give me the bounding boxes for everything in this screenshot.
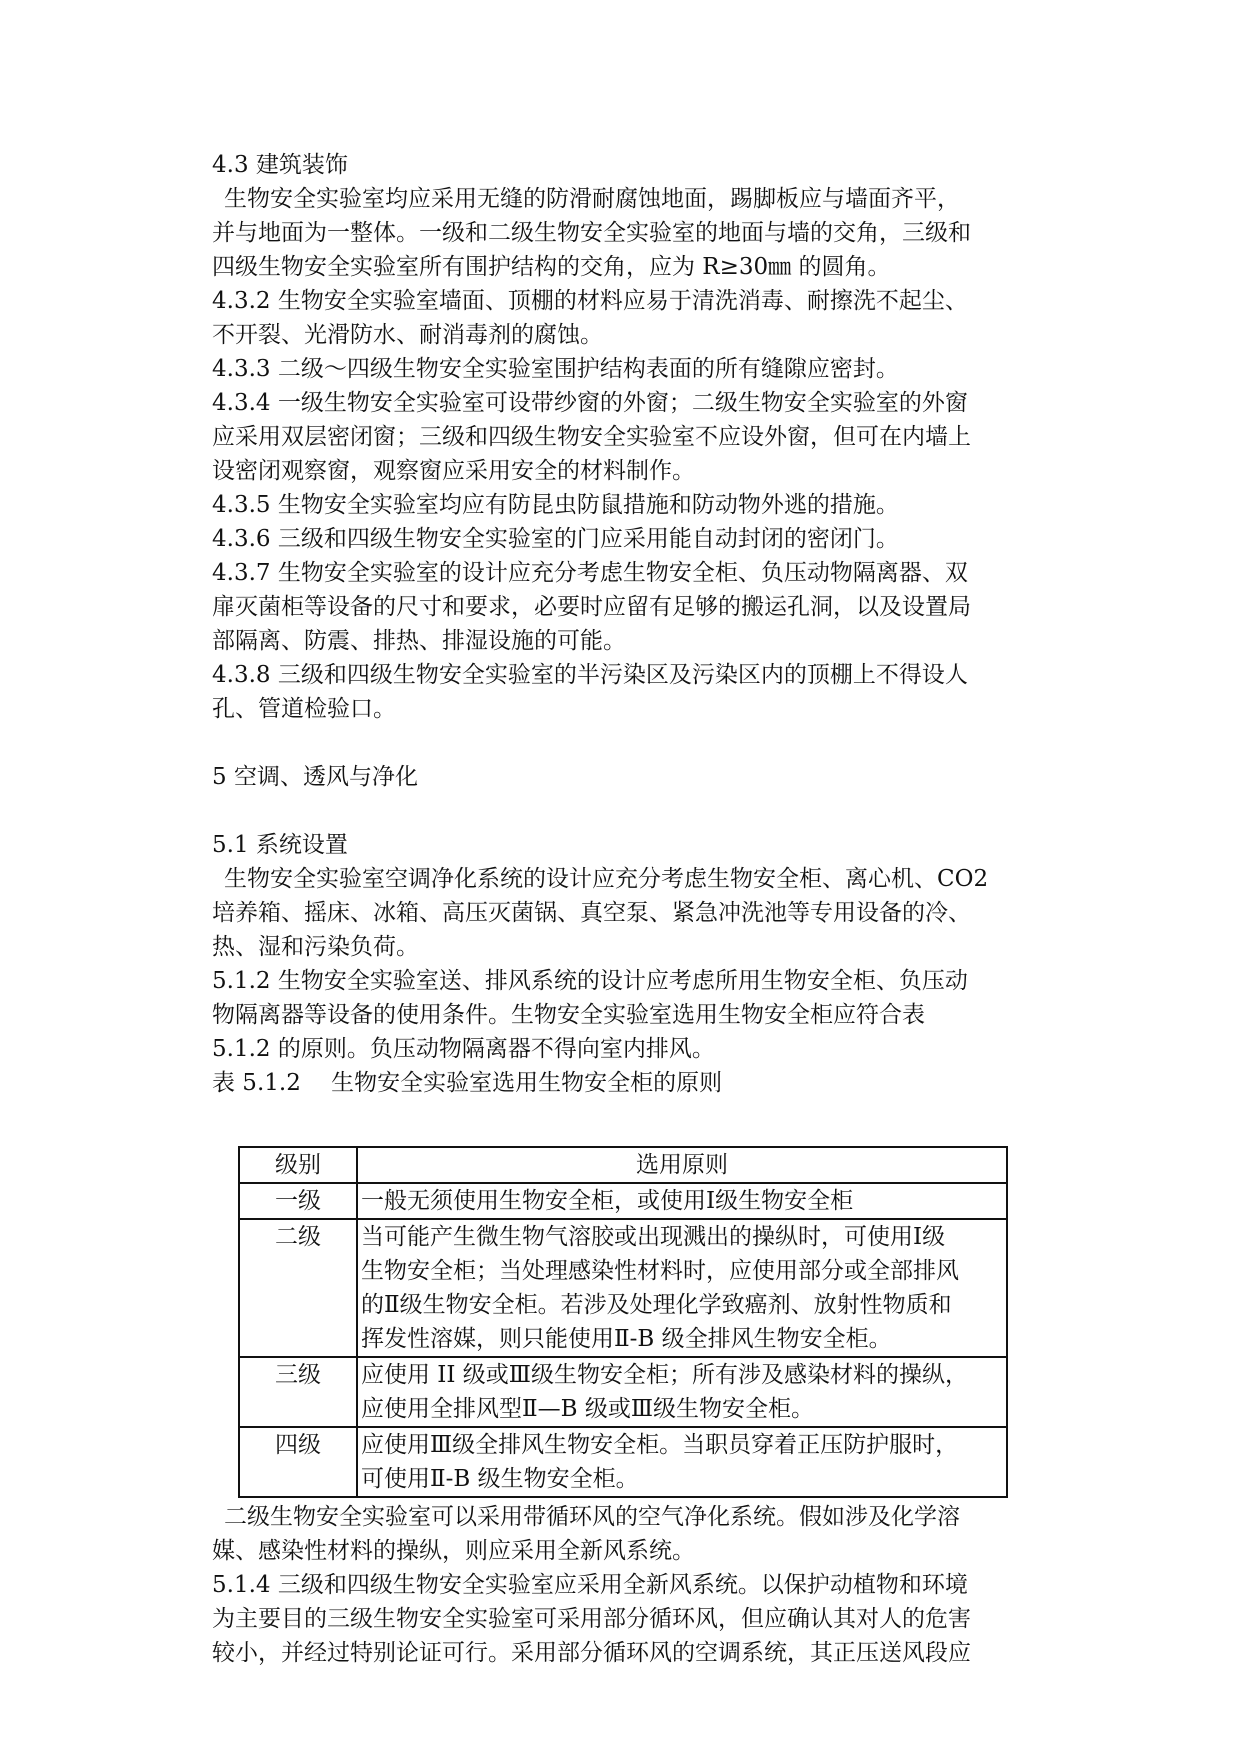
paragraph-line: 媒、感染性材料的操纵，则应采用全新风系统。: [212, 1538, 695, 1564]
clause-4-3-3: 4.3.3 二级～四级生物安全实验室围护结构表面的所有缝隙应密封。: [212, 356, 899, 382]
principle-line: 应使用 II 级或Ⅲ级生物安全柜；所有涉及感染材料的操纵，: [361, 1362, 968, 1388]
chapter-heading-5: 5 空调、透风与净化: [212, 764, 418, 790]
spacer: [212, 794, 1044, 828]
principle-cell: [357, 1183, 1007, 1219]
principle-line: 可使用Ⅱ-B 级生物安全柜。: [361, 1466, 639, 1492]
document-page: [212, 148, 1044, 1670]
principle-line: 应使用Ⅲ级全排风生物安全柜。当职员穿着正压防护服时，: [361, 1432, 959, 1458]
paragraph-line: 生物安全实验室空调净化系统的设计应充分考虑生物安全柜、离心机、CO2: [224, 866, 989, 892]
clause-4-3-4-cont: 设密闭观察窗，观察窗应采用安全的材料制作。: [212, 458, 695, 484]
principle-line: 的Ⅱ级生物安全柜。若涉及处理化学致癌剂、放射性物质和: [361, 1292, 952, 1318]
paragraph-line: 二级生物安全实验室可以采用带循环风的空气净化系统。假如涉及化学溶: [224, 1504, 960, 1530]
column-header-principle: 选用原则: [357, 1147, 1007, 1183]
paragraph-line: 热、湿和污染负荷。: [212, 934, 419, 960]
clause-4-3-7: 4.3.7 生物安全实验室的设计应充分考虑生物安全柜、负压动物隔离器、双: [212, 560, 968, 586]
clause-4-3-4-cont: 应采用双层密闭窗；三级和四级生物安全实验室不应设外窗，但可在内墙上: [212, 424, 971, 450]
principle-line: 应使用全排风型Ⅱ—B 级或Ⅲ级生物安全柜。: [361, 1396, 815, 1422]
clause-4-3-8-cont: 孔、管道检验口。: [212, 696, 396, 722]
paragraph-line: 培养箱、摇床、冰箱、高压灭菌锅、真空泵、紧急冲洗池等专用设备的冷、: [212, 900, 971, 926]
principle-line: 当可能产生微生物气溶胶或出现溅出的操纵时，可使用Ⅰ级: [361, 1224, 946, 1250]
clause-5-1-4-cont: 为主要目的三级生物安全实验室可采用部分循环风，但应确认其对人的危害: [212, 1606, 971, 1632]
clause-4-3-7-cont: 扉灭菌柜等设备的尺寸和要求，必要时应留有足够的搬运孔洞，以及设置局: [212, 594, 971, 620]
paragraph-line: 并与地面为一整体。一级和二级生物安全实验室的地面与墙的交角，三级和: [212, 220, 971, 246]
clause-4-3-6: 4.3.6 三级和四级生物安全实验室的门应采用能自动封闭的密闭门。: [212, 526, 899, 552]
section-heading-4-3: 4.3 建筑装饰: [212, 152, 348, 178]
clause-4-3-5: 4.3.5 生物安全实验室均应有防昆虫防鼠措施和防动物外逃的措施。: [212, 492, 899, 518]
principle-cell: [357, 1427, 1007, 1497]
table-row: [239, 1183, 1007, 1219]
clause-5-1-2-cont: 5.1.2 的原则。负压动物隔离器不得向室内排风。: [212, 1036, 715, 1062]
cabinet-selection-table: [238, 1146, 1008, 1498]
clause-5-1-2: 5.1.2 生物安全实验室送、排风系统的设计应考虑所用生物安全柜、负压动: [212, 968, 968, 994]
table-caption: 表 5.1.2 生物安全实验室选用生物安全柜的原则: [212, 1070, 723, 1096]
clause-5-1-2-cont: 物隔离器等设备的使用条件。生物安全实验室选用生物安全柜应符合表: [212, 1002, 925, 1028]
principle-line: 挥发性溶媒，则只能使用Ⅱ-B 级全排风生物安全柜。: [361, 1326, 892, 1352]
clause-4-3-2-cont: 不开裂、光滑防水、耐消毒剂的腐蚀。: [212, 322, 603, 348]
principle-cell: [357, 1219, 1007, 1357]
level-cell: 二级: [239, 1219, 357, 1357]
clause-4-3-2: 4.3.2 生物安全实验室墙面、顶棚的材料应易于清洗消毒、耐擦洗不起尘、: [212, 288, 968, 314]
table-row: [239, 1219, 1007, 1357]
spacer: [212, 726, 1044, 760]
table-row: [239, 1427, 1007, 1497]
table-header-row: [239, 1147, 1007, 1183]
level-cell: 四级: [239, 1427, 357, 1497]
principle-line: 一般无须使用生物安全柜，或使用Ⅰ级生物安全柜: [361, 1188, 854, 1214]
paragraph-line: 生物安全实验室均应采用无缝的防滑耐腐蚀地面，踢脚板应与墙面齐平，: [224, 186, 960, 212]
level-cell: 三级: [239, 1357, 357, 1427]
table-row: [239, 1357, 1007, 1427]
paragraph-line: 四级生物安全实验室所有围护结构的交角，应为 R≥30㎜ 的圆角。: [212, 254, 891, 280]
section-heading-5-1: 5.1 系统设置: [212, 832, 348, 858]
clause-4-3-4: 4.3.4 一级生物安全实验室可设带纱窗的外窗；二级生物安全实验室的外窗: [212, 390, 968, 416]
clause-5-1-4: 5.1.4 三级和四级生物安全实验室应采用全新风系统。以保护动植物和环境: [212, 1572, 968, 1598]
principle-cell: [357, 1357, 1007, 1427]
principle-line: 生物安全柜；当处理感染性材料时，应使用部分或全部排风: [361, 1258, 959, 1284]
clause-4-3-7-cont: 部隔离、防震、排热、排湿设施的可能。: [212, 628, 626, 654]
clause-5-1-4-cont: 较小，并经过特别论证可行。采用部分循环风的空调系统，其正压送风段应: [212, 1640, 971, 1666]
column-header-level: 级别: [239, 1147, 357, 1183]
clause-4-3-8: 4.3.8 三级和四级生物安全实验室的半污染区及污染区内的顶棚上不得设人: [212, 662, 968, 688]
level-cell: 一级: [239, 1183, 357, 1219]
spacer: [212, 1100, 1044, 1146]
